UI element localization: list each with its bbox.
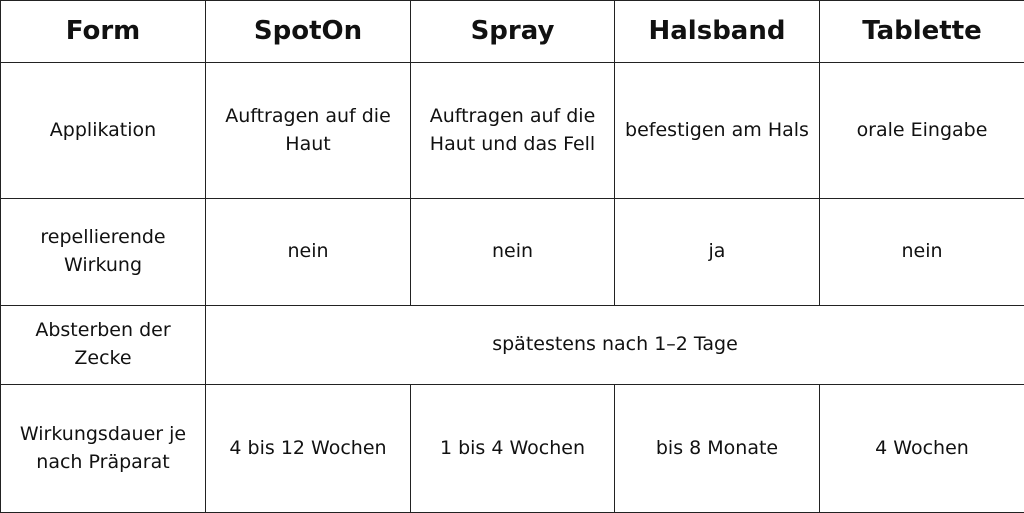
header-spoton: SpotOn — [206, 1, 411, 63]
table-cell: Auftragen auf die Haut und das Fell — [411, 63, 615, 199]
header-halsband: Halsband — [615, 1, 820, 63]
table-row-repellierende-wirkung — [1, 199, 1024, 306]
table-row-absterben — [1, 306, 1024, 385]
merged-cell: spätestens nach 1–2 Tage — [206, 306, 1024, 385]
row-label: Wirkungsdauer je nach Präparat — [1, 385, 206, 513]
table-cell: nein — [206, 199, 411, 306]
table-cell: 1 bis 4 Wochen — [411, 385, 615, 513]
row-label: Absterben der Zecke — [1, 306, 206, 385]
header-form: Form — [1, 1, 206, 63]
header-tablette: Tablette — [820, 1, 1024, 63]
header-row — [1, 1, 1024, 63]
table-cell: nein — [820, 199, 1024, 306]
table-cell: 4 Wochen — [820, 385, 1024, 513]
table-cell: bis 8 Monate — [615, 385, 820, 513]
table-cell: ja — [615, 199, 820, 306]
table-cell: nein — [411, 199, 615, 306]
row-label: repellierende Wirkung — [1, 199, 206, 306]
table-cell: befestigen am Hals — [615, 63, 820, 199]
table-cell: Auftragen auf die Haut — [206, 63, 411, 199]
row-label: Applikation — [1, 63, 206, 199]
table-cell: orale Eingabe — [820, 63, 1024, 199]
table-row-applikation — [1, 63, 1024, 199]
table-cell: 4 bis 12 Wochen — [206, 385, 411, 513]
table-row-wirkungsdauer — [1, 385, 1024, 513]
header-spray: Spray — [411, 1, 615, 63]
